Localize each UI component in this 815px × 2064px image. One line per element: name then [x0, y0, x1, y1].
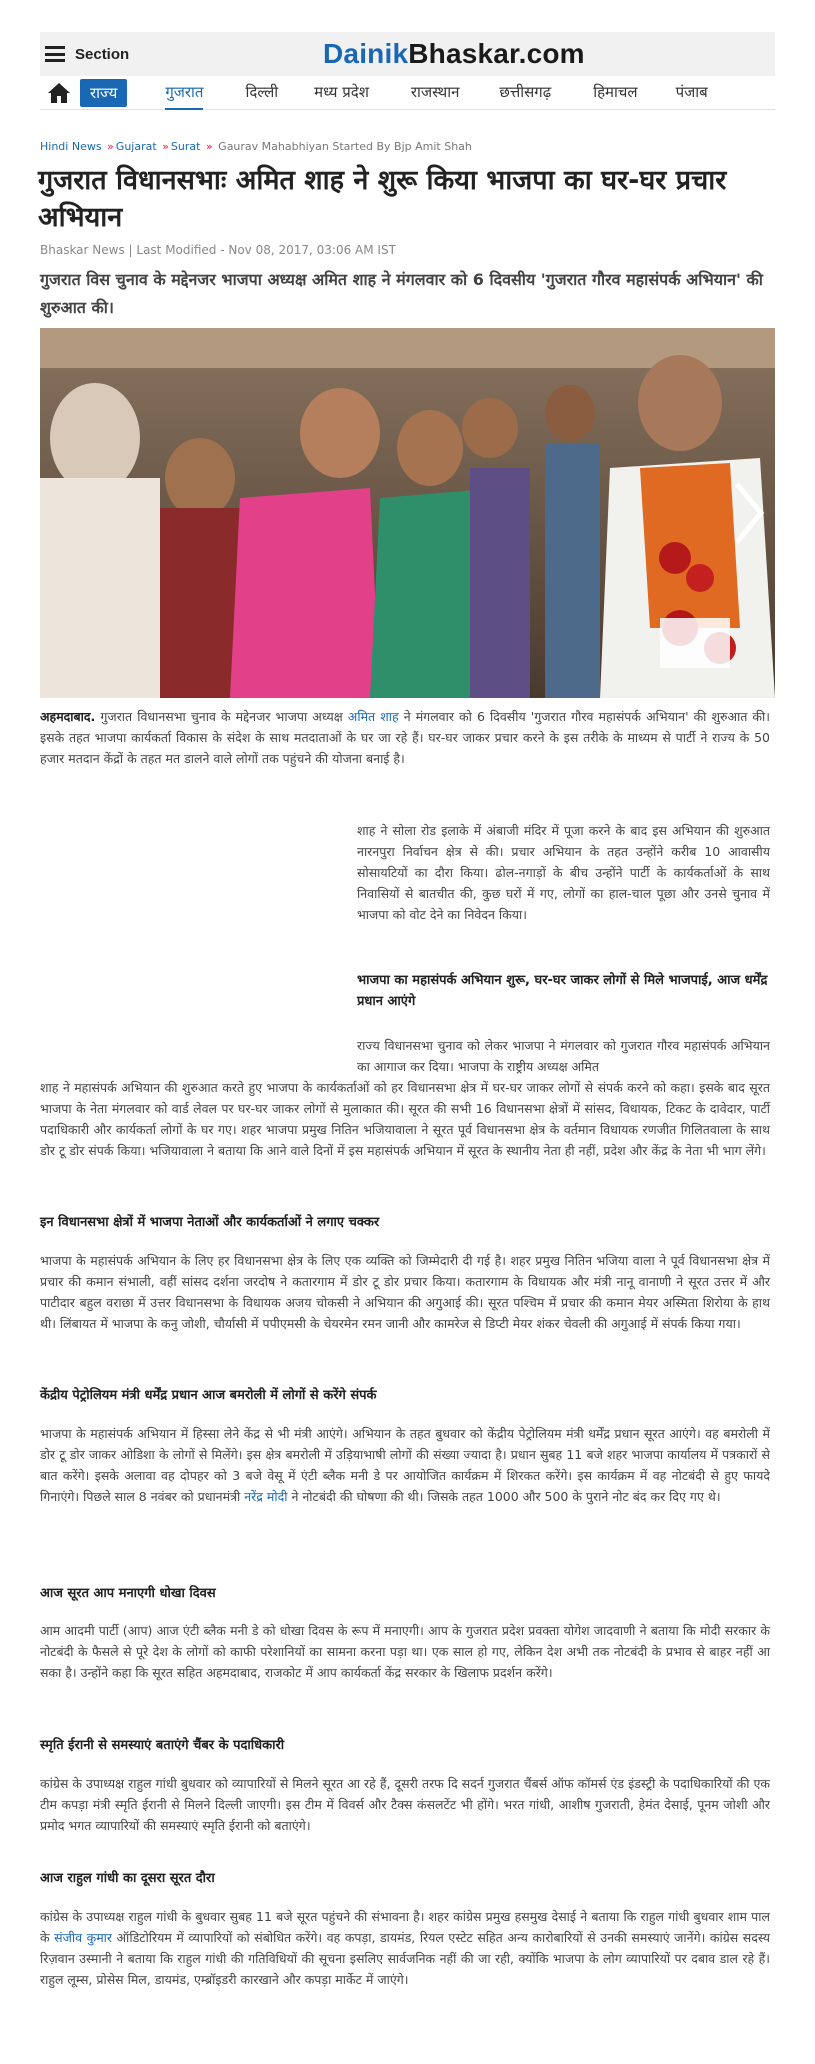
hamburger-icon [45, 46, 65, 62]
nav-item[interactable]: मध्य प्रदेश [314, 82, 369, 101]
chevron-right-icon [729, 478, 769, 548]
article-paragraph: भाजपा के महासंपर्क अभियान के लिए हर विधानसभा क्षेत्र के लिए एक व्यक्ति को जिम्मेदारी दी गई है। शहर प्रमुख नितिन भजिया वाला ने पूर्व विधानसभा क्षेत्र में प्रचार की कमान संभाली, वहीं सांसद दर्शना जरदोष ने कतारगाम में डोर टू डोर प्रचार किया। कतारगाम के विधायक और मंत्री नानू वानाणी ने सूरत उत्तर में और पाटीदार बहुल वराछा में उत्तर विधानसभा के विधायक अजय चोकसी ने अभियान की अगुआई की। सूरत पश्चिम में प्रचार की कमान मेयर अस्मिता शिरोया के हाथ थी। लिंबायत में भाजपा के कनु जोशी, चौर्यासी में पपीएमसी के चेयरमेन रमन जानी और कामरेज से डिप्टी मेयर शंकर चेवली की अगुआई में संपर्क किया गया। [40, 1253, 770, 1331]
article-headline: गुजरात विधानसभाः अमित शाह ने शुरू किया भाजपा का घर-घर प्रचार अभियान [38, 165, 727, 233]
nav-item[interactable]: छत्तीसगढ़ [499, 82, 552, 101]
article-subheading: आज राहुल गांधी का दूसरा सूरत दौरा [40, 1871, 215, 1886]
topic-link[interactable]: संजीव कुमार [54, 1930, 113, 1945]
topic-link[interactable]: नरेंद्र मोदी [244, 1489, 288, 1504]
article-summary: गुजरात विस चुनाव के मद्देनजर भाजपा अध्यक्ष अमित शाह ने मंगलवार को 6 दिवसीय 'गुजरात गौरव महासंपर्क अभियान' की शुरुआत की। [40, 270, 763, 317]
breadcrumb-link[interactable]: Surat [170, 140, 201, 153]
hero-image [40, 328, 775, 698]
gallery-next-button[interactable] [729, 478, 769, 548]
nav-items [135, 76, 707, 110]
article-paragraph: कांग्रेस के उपाध्यक्ष राहुल गांधी के बुधवार सुबह 11 बजे सूरत पहुंचने की संभावना है। शहर कांग्रेस प्रमुख हसमुख देसाई ने बताया कि राहुल गांधी बुधवार शाम पाल के संजीव कुमार ऑडिटोरियम में व्यापारियों को संबोधित करेंगे। वह कपड़ा, डायमंड, रियल एस्टेट सहित अन्य कारोबारियों से उनकी समस्याएं जानेंगे। कांग्रेस सदस्य रिज़वान उस्मानी ने बताया कि राहुल गांधी की गतिविधियों की सूचना इसलिए सार्वजनिक नहीं की जा रही, क्योंकि भाजपा के लोग व्यापारियों पर दबाव डाल रहे हैं। राहुल लूम्स, प्रोसेस मिल, डायमंड, एम्ब्रॉइडरी कारखाने और कपड़ा मार्केट में जाएंगे। [40, 1909, 770, 1987]
article-paragraph: भाजपा के महासंपर्क अभियान में हिस्सा लेने केंद्र से भी मंत्री आएंगे। अभियान के तहत बुधवार को केंद्रीय पेट्रोलियम मंत्री धर्मेंद्र प्रधान सूरत आएंगे। वह बमरोली में डोर टू डोर जाकर ओडिशा के लोगों से मिलेंगे। इस क्षेत्र बमरोली में उड़ियाभाषी लोगों की संख्या ज्यादा है। प्रधान सुबह 11 बजे शहर भाजपा कार्यालय में पत्रकारों से बात करेंगे। इसके अलावा वह दोपहर को 3 बजे वेसू में एंटी ब्लैक मनी डे पर आयोजित कार्यक्रम में शिरकत करेंगे। इस कार्यक्रम में वह नोटबंदी से हुए फायदे गिनाएंगे। पिछले साल 8 नवंबर को प्रधानमंत्री नरेंद्र मोदी ने नोटबंदी की घोषणा की थी। जिसके तहत 1000 और 500 के पुराने नोट बंद कर दिए गए थे। [40, 1426, 770, 1504]
state-dropdown[interactable]: राज्य [80, 79, 127, 107]
breadcrumb-current: Gaurav Mahabhiyan Started By Bjp Amit Shah [218, 140, 472, 153]
article-paragraph: शाह ने सोला रोड इलाके में अंबाजी मंदिर में पूजा करने के बाद इस अभियान की शुरुआत नारनपुरा निर्वाचन क्षेत्र से की। प्रचार अभियान के तहत उन्होंने करीब 10 आवासीय सोसायटियों का दौरा किया। ढोल-नगाड़ों के बीच उन्होंने पार्टी के कार्यकर्ताओं के साथ निवासियों से बातचीत की, कुछ घरों में गए, लोगों का हाल-चाल पूछा और उनसे चुनाव में भाजपा को वोट देने का निवेदन किया। [357, 823, 770, 922]
article-subheading: केंद्रीय पेट्रोलियम मंत्री धर्मेंद्र प्रधान आज बमरोली में लोगों से करेंगे संपर्क [40, 1388, 377, 1403]
home-icon[interactable] [44, 79, 74, 107]
nav-item[interactable]: गुजरात [165, 76, 203, 110]
top-bar [40, 32, 775, 76]
article-subheading: आज सूरत आप मनाएगी धोखा दिवस [40, 1586, 216, 1601]
state-nav [40, 76, 775, 110]
nav-item[interactable]: हिमाचल [593, 82, 638, 101]
nav-item[interactable]: दिल्ली [245, 82, 279, 101]
article-paragraph: आम आदमी पार्टी (आप) आज एंटी ब्लैक मनी डे को धोखा दिवस के रूप में मनाएगी। आप के गुजरात प्रदेश प्रवक्ता योगेश जादवाणी ने बताया कि मोदी सरकार के नोटबंदी के फैसले से पूरे देश के लोगों को काफी परेशानियों का सामना करना पड़ा था। एक साल हो गए, लेकिन देश अभी तक नोटबंदी के प्रभाव से बाहर नहीं आ सका है। उन्होंने कहा कि सूरत सहित अहमदाबाद, राजकोट में आप कार्यकर्ता केंद्र सरकार के खिलाफ प्रदर्शन करेंगे। [40, 1623, 770, 1680]
article-subheading: भाजपा का महासंपर्क अभियान शुरू, घर-घर जाकर लोगों से मिले भाजपाई, आज धर्मेंद्र प्रधान आएंगे [357, 973, 768, 1009]
nav-item[interactable]: पंजाब [675, 82, 708, 101]
article-paragraph: शाह ने महासंपर्क अभियान की शुरुआत करते हुए भाजपा के कार्यकर्ताओं को हर विधानसभा क्षेत्र में घर-घर जाकर लोगों से संपर्क करने को कहा। इसके बाद सूरत भाजपा के नेता मंगलवार को वार्ड लेवल पर घर-घर जाकर लोगों से मुलाकात की। सूरत की सभी 16 विधानसभा क्षेत्रों में सांसद, विधायक, टिकट के दावेदार, पार्टी पदाधिकारी और कार्यकर्ता लोगों के घर गए। शहर भाजपा प्रमुख नितिन भजियावाला ने सूरत पूर्व विधानसभा क्षेत्र के वर्तमान विधायक रणजीत गिलितवाला के साथ डोर टू डोर संपर्क किया। भजियावाला ने बताया कि आने वाले दिनों में इस महासंपर्क अभियान में सूरत के स्थानीय नेता ही नहीं, प्रदेश और केंद्र के नेता भी भाग लेंगे। [40, 1080, 770, 1158]
section-label: Section [75, 45, 130, 63]
topic-link[interactable]: अमित शाह [347, 709, 399, 724]
nav-item[interactable]: राजस्थान [410, 82, 460, 101]
breadcrumb-link[interactable]: Gujarat [115, 140, 157, 153]
article-meta: Bhaskar News | Last Modified - Nov 08, 2017, 03:06 AM IST [40, 243, 396, 257]
article-paragraph: राज्य विधानसभा चुनाव को लेकर भाजपा ने मंगलवार को गुजरात गौरव महासंपर्क अभियान का आगाज कर दिया। भाजपा के राष्ट्रीय अध्यक्ष अमित [357, 1038, 770, 1074]
hero-photo [40, 328, 775, 698]
article-subheading: इन विधानसभा क्षेत्रों में भाजपा नेताओं और कार्यकर्ताओं ने लगाए चक्कर [40, 1215, 380, 1230]
section-menu-button[interactable] [45, 41, 129, 67]
breadcrumb: Hindi News » Gujarat » Surat » Gaurav Mahabhiyan Started By Bjp Amit Shah [40, 140, 472, 153]
article-subheading: स्मृति ईरानी से समस्याएं बताएंगे चैंबर के पदाधिकारी [40, 1738, 285, 1753]
article-paragraph: अहमदाबाद. गुजरात विधानसभा चुनाव के मद्देनजर भाजपा अध्यक्ष अमित शाह ने मंगलवार को 6 दिवसीय 'गुजरात गौरव महासंपर्क अभियान' की शुरुआत की। इसके तहत भाजपा कार्यकर्ता विकास के संदेश के साथ मतदाताओं के घर जा रहे हैं। घर-घर जाकर प्रचार करने के इस तरीके के माध्यम से पार्टी ने राज्य के 50 हजार मतदान केंद्रों के तहत मत डालने वाले लोगों तक पहुंचने की योजना बनाई है। [40, 709, 770, 766]
site-logo[interactable]: DainikBhaskar.com [323, 38, 585, 69]
breadcrumb-link[interactable]: Hindi News [40, 140, 102, 153]
article-paragraph: कांग्रेस के उपाध्यक्ष राहुल गांधी बुधवार को व्यापारियों से मिलने सूरत आ रहे हैं, दूसरी तरफ दि सदर्न गुजरात चैंबर्स ऑफ कॉमर्स एंड इंडस्ट्री के पदाधिकारियों की एक टीम कपड़ा मंत्री स्मृति ईरानी से मिलने दिल्ली जाएगी। इस टीम में विवर्स और टैक्स कंसलटेंट भी होंगे। भरत गांधी, आशीष गुजराती, हेमंत देसाई, पूनम जोशी और प्रमोद भगत व्यापारियों की समस्याएं स्मृति ईरानी को बताएंगे। [40, 1776, 770, 1833]
